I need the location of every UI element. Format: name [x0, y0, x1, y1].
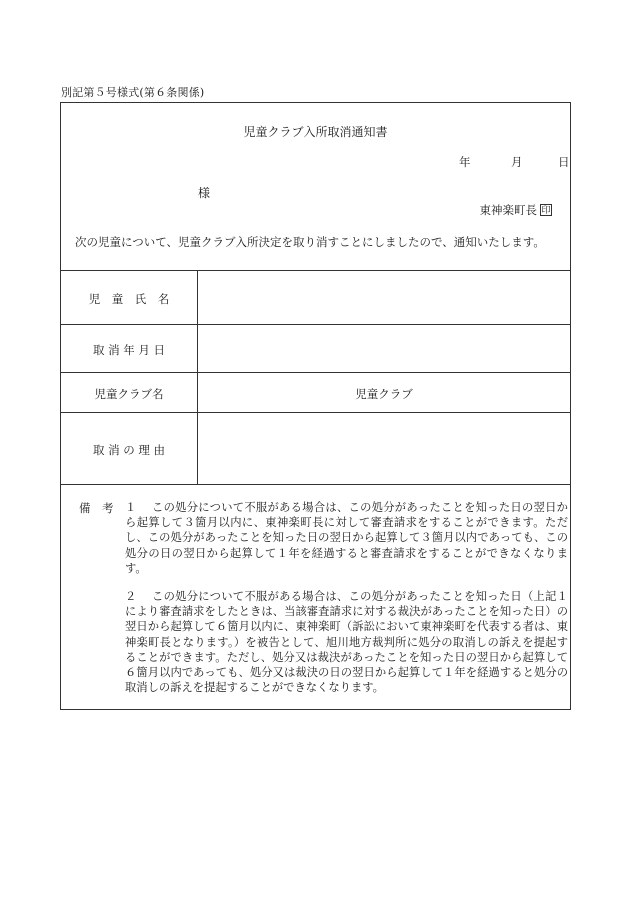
value-club-name: 児童クラブ — [355, 387, 413, 401]
form-number-label: 別記第５号様式(第６条関係) — [61, 86, 205, 99]
divider — [61, 372, 570, 373]
divider — [61, 270, 570, 271]
addressee-suffix: 様 — [198, 186, 211, 200]
note-item-1 — [125, 500, 568, 576]
date-day: 日 — [558, 155, 570, 169]
issuer-name: 東神楽町長 — [479, 203, 537, 217]
issuer-block — [480, 202, 553, 218]
date-month: 月 — [511, 155, 523, 169]
intro-text: 次の児童について、児童クラブ入所決定を取り消すことにしましたので、通知いたします。 — [75, 235, 545, 249]
notice-form — [60, 102, 571, 710]
note-text: この処分について不服がある場合は、この処分があったことを知った日の翌日から起算して３箇月以内に、東神楽町長に対して審査請求をすることができます。ただし、この処分があったことを知った日の翌日から起算して３箇月以内であっても、この処分の日の翌日から起算して１年を経過すると審査請求をすることができなくなります。 — [125, 501, 568, 575]
divider — [61, 412, 570, 413]
divider — [61, 484, 570, 485]
column-divider — [197, 270, 198, 484]
label-club-name: 児童クラブ名 — [94, 387, 164, 401]
label-child-name: 児 童 氏 名 — [88, 292, 170, 306]
note-number: １ — [125, 501, 137, 514]
document-title: 児童クラブ入所取消通知書 — [243, 125, 388, 139]
date-year: 年 — [459, 155, 471, 169]
note-number: ２ — [125, 590, 137, 603]
note-item-2 — [125, 589, 568, 695]
notes-heading: 備 考 — [79, 501, 114, 515]
divider — [61, 324, 570, 325]
label-cancel-date: 取 消 年 月 日 — [92, 343, 166, 357]
note-text: この処分について不服がある場合は、この処分があったことを知った日（上記１により審査請求をしたときは、当該審査請求に対する裁決があったことを知った日）の翌日から起算して６箇月以内に、東神楽町（訴訟において東神楽町を代表する者は、東神楽町長となります。）を被告として、旭川地方裁判所に処分の取消しの訴えを提起することができます。ただし、処分又は裁決があったことを知った日の翌日から起算して６箇月以内であっても、処分又は裁決の日の翌日から起算して１年を経過すると処分の取消しの訴えを提起することができなくなります。 — [125, 590, 568, 695]
seal-mark: 印 — [541, 206, 551, 216]
label-cancel-reason: 取 消 の 理 由 — [92, 443, 166, 457]
